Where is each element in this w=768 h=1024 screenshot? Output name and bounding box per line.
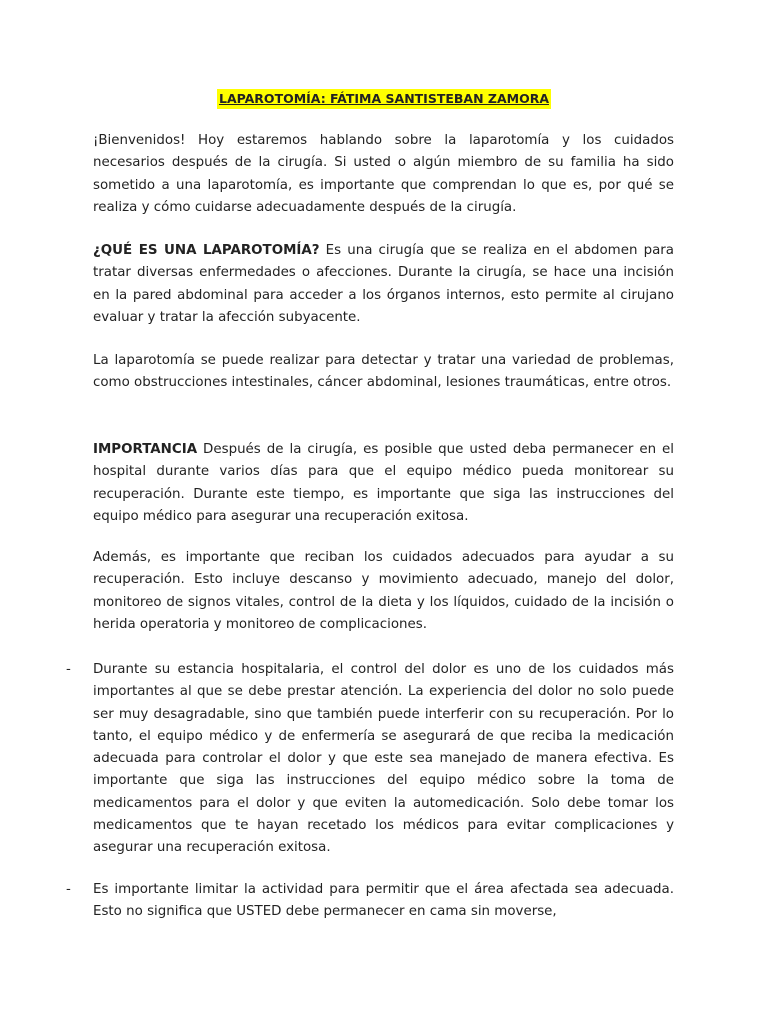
importance-heading: IMPORTANCIA bbox=[93, 442, 198, 457]
bullet-item-activity: Es importante limitar la actividad para permitir que el área afectada sea adecuada. Esto no significa que USTED debe permanecer en cama sin moverse, bbox=[93, 882, 674, 920]
importance-paragraph bbox=[93, 439, 674, 528]
title-container bbox=[0, 88, 768, 109]
bullet-dash-1: - bbox=[66, 662, 71, 677]
document-title: LAPAROTOMÍA: FÁTIMA SANTISTEBAN ZAMORA bbox=[217, 89, 551, 109]
what-is-text: Es una cirugía que se realiza en el abdomen para tratar diversas enfermedades o afecciones. Durante la cirugía, se hace una incisión en la pared abdominal para acceder a los órganos internos, esto permite al cirujano evaluar y tratar la afección subyacente. bbox=[93, 243, 674, 325]
importance-text: Después de la cirugía, es posible que usted deba permanecer en el hospital durante varios días para que el equipo médico pueda monitorear su recuperación. Durante este tiempo, es importante que siga las instrucciones del equipo médico para asegurar una recuperación exitosa. bbox=[93, 442, 674, 524]
bullet-item-pain-control: Durante su estancia hospitalaria, el control del dolor es uno de los cuidados más importantes al que se debe prestar atención. La experiencia del dolor no solo puede ser muy desagradable, sino que también puede interferir con su recuperación. Por lo tanto, el equipo médico y de enfermería se asegurará de que reciba la medicación adecuada para controlar el dolor y que este sea manejado de manera efectiva. Es importante que siga las instrucciones del equipo médico sobre la toma de medicamentos para el dolor y que eviten la automedicación. Solo debe tomar los medicamentos que te hayan recetado los médicos para evitar complicaciones y asegurar una recuperación exitosa. bbox=[93, 662, 674, 856]
what-is-heading: ¿QUÉ ES UNA LAPAROTOMÍA? bbox=[93, 243, 320, 258]
uses-paragraph: La laparotomía se puede realizar para detectar y tratar una variedad de problemas, como obstrucciones intestinales, cáncer abdominal, lesiones traumáticas, entre otros. bbox=[93, 353, 674, 391]
care-paragraph: Además, es importante que reciban los cuidados adecuados para ayudar a su recuperación. Esto incluye descanso y movimiento adecuado, manejo del dolor, monitoreo de signos vitales, control de la dieta y los líquidos, cuidado de la incisión o herida operatoria y monitoreo de complicaciones. bbox=[93, 550, 674, 632]
what-is-paragraph bbox=[93, 240, 674, 329]
intro-paragraph: ¡Bienvenidos! Hoy estaremos hablando sobre la laparotomía y los cuidados necesarios después de la cirugía. Si usted o algún miembro de su familia ha sido sometido a una laparotomía, es importante que comprendan lo que es, por qué se realiza y cómo cuidarse adecuadamente después de la cirugía. bbox=[93, 133, 674, 215]
bullet-dash-2: - bbox=[66, 882, 71, 897]
